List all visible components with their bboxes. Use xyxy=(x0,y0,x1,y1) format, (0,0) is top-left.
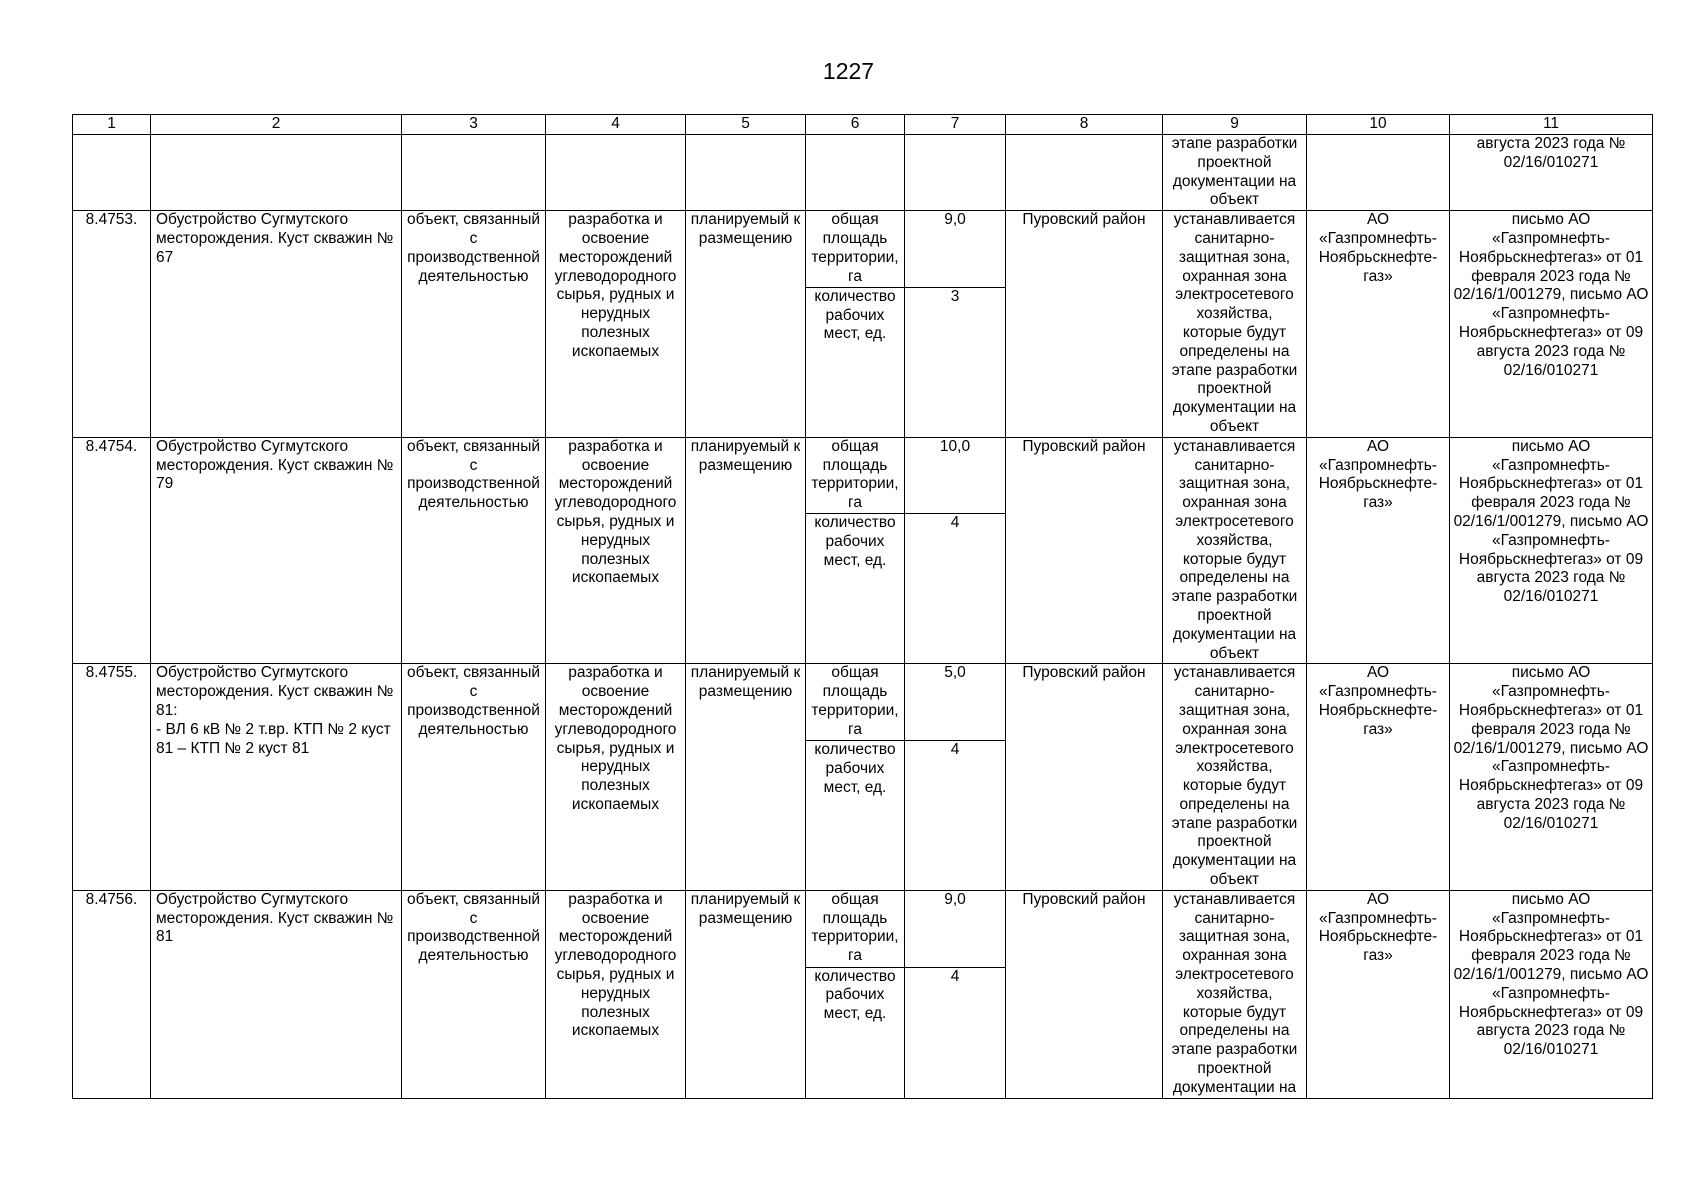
cell-characteristic: общая площадь территории, га xyxy=(806,890,905,967)
column-header: 2 xyxy=(151,115,402,135)
column-header: 7 xyxy=(905,115,1006,135)
cell-characteristic: общая площадь территории, га xyxy=(806,437,905,514)
cell-value: 9,0 xyxy=(905,890,1006,967)
cell-name-extra: - ВЛ 6 кВ № 2 т.вр. КТП № 2 куст 81 – КТП № 2 куст 81 xyxy=(156,720,391,757)
cell-status: планируемый к размещению xyxy=(686,890,806,1098)
cell-purpose: разработка и освоение месторождений углеводородного сырья, рудных и нерудных полезных ископаемых xyxy=(546,437,686,664)
column-header: 6 xyxy=(806,115,905,135)
column-header: 11 xyxy=(1450,115,1653,135)
cell-characteristic: количество рабочих мест, ед. xyxy=(806,967,905,1098)
continuation-row xyxy=(73,135,1653,211)
cell-location: Пуровский район xyxy=(1006,211,1163,438)
cell-location: Пуровский район xyxy=(1006,437,1163,664)
cell-zone: этапе разработки проектной документации на объект xyxy=(1163,135,1307,211)
cell-number: 8.4754. xyxy=(73,437,151,664)
cell-name: Обустройство Сугмутского месторождения. Куст скважин № 79 xyxy=(151,437,402,664)
cell-organization: АО «Газпромнефть-Ноябрьскнефте-газ» xyxy=(1307,890,1450,1098)
column-header: 10 xyxy=(1307,115,1450,135)
cell-number: 8.4755. xyxy=(73,664,151,891)
registry-table xyxy=(72,114,1653,1099)
cell-value: 4 xyxy=(905,740,1006,890)
table-row xyxy=(73,211,1653,288)
cell-type: объект, связанный с производственной деятельностью xyxy=(402,437,546,664)
cell-status: планируемый к размещению xyxy=(686,211,806,438)
cell-basis: письмо АО «Газпромнефть-Ноябрьскнефтегаз» от 01 февраля 2023 года № 02/16/1/001279, письмо АО «Газпромнефть-Ноябрьскнефтегаз» от 09 августа 2023 года № 02/16/010271 xyxy=(1450,437,1653,664)
column-header: 4 xyxy=(546,115,686,135)
cell-purpose: разработка и освоение месторождений углеводородного сырья, рудных и нерудных полезных ископаемых xyxy=(546,890,686,1098)
cell-number: 8.4756. xyxy=(73,890,151,1098)
cell-value: 4 xyxy=(905,514,1006,664)
column-header: 9 xyxy=(1163,115,1307,135)
cell-value: 5,0 xyxy=(905,664,1006,741)
cell-characteristic: количество рабочих мест, ед. xyxy=(806,287,905,437)
cell-zone: устанавливается санитарно-защитная зона, охранная зона электросетевого хозяйства, которые будут определены на этапе разработки проектной документации на объект xyxy=(1163,211,1307,438)
page-number: 1227 xyxy=(822,58,875,84)
cell-basis: письмо АО «Газпромнефть-Ноябрьскнефтегаз» от 01 февраля 2023 года № 02/16/1/001279, письмо АО «Газпромнефть-Ноябрьскнефтегаз» от 09 августа 2023 года № 02/16/010271 xyxy=(1450,211,1653,438)
table-row xyxy=(73,890,1653,967)
cell-value: 9,0 xyxy=(905,211,1006,288)
cell-status: планируемый к размещению xyxy=(686,664,806,891)
cell-organization: АО «Газпромнефть-Ноябрьскнефте-газ» xyxy=(1307,437,1450,664)
column-header: 1 xyxy=(73,115,151,135)
cell-characteristic: количество рабочих мест, ед. xyxy=(806,514,905,664)
cell-value: 4 xyxy=(905,967,1006,1098)
cell-basis: письмо АО «Газпромнефть-Ноябрьскнефтегаз» от 01 февраля 2023 года № 02/16/1/001279, письмо АО «Газпромнефть-Ноябрьскнефтегаз» от 09 августа 2023 года № 02/16/010271 xyxy=(1450,890,1653,1098)
cell-value: 10,0 xyxy=(905,437,1006,514)
cell-characteristic: количество рабочих мест, ед. xyxy=(806,740,905,890)
header-row xyxy=(73,115,1653,135)
cell-zone: устанавливается санитарно-защитная зона, охранная зона электросетевого хозяйства, которые будут определены на этапе разработки проектной документации на объект xyxy=(1163,437,1307,664)
column-header: 8 xyxy=(1006,115,1163,135)
cell-zone: устанавливается санитарно-защитная зона, охранная зона электросетевого хозяйства, которые будут определены на этапе разработки проектной документации на объект xyxy=(1163,664,1307,891)
cell-basis: августа 2023 года № 02/16/010271 xyxy=(1450,135,1653,211)
cell-zone: устанавливается санитарно-защитная зона, охранная зона электросетевого хозяйства, которые будут определены на этапе разработки проектной документации на xyxy=(1163,890,1307,1098)
table-row xyxy=(73,437,1653,514)
cell-type: объект, связанный с производственной деятельностью xyxy=(402,890,546,1098)
cell-characteristic: общая площадь территории, га xyxy=(806,664,905,741)
cell-type: объект, связанный с производственной деятельностью xyxy=(402,664,546,891)
cell-type: объект, связанный с производственной деятельностью xyxy=(402,211,546,438)
cell-status: планируемый к размещению xyxy=(686,437,806,664)
cell-name: Обустройство Сугмутского месторождения. Куст скважин № 81 xyxy=(151,890,402,1098)
table-row xyxy=(73,664,1653,741)
cell-location: Пуровский район xyxy=(1006,664,1163,891)
cell-number: 8.4753. xyxy=(73,211,151,438)
cell-location: Пуровский район xyxy=(1006,890,1163,1098)
cell-name-main: Обустройство Сугмутского месторождения. Куст скважин № 81: xyxy=(156,664,394,719)
cell-basis: письмо АО «Газпромнефть-Ноябрьскнефтегаз» от 01 февраля 2023 года № 02/16/1/001279, письмо АО «Газпромнефть-Ноябрьскнефтегаз» от 09 августа 2023 года № 02/16/010271 xyxy=(1450,664,1653,891)
cell-organization: АО «Газпромнефть-Ноябрьскнефте-газ» xyxy=(1307,664,1450,891)
column-header: 5 xyxy=(686,115,806,135)
cell-organization: АО «Газпромнефть-Ноябрьскнефте-газ» xyxy=(1307,211,1450,438)
cell-characteristic: общая площадь территории, га xyxy=(806,211,905,288)
cell-name xyxy=(151,664,402,891)
column-header: 3 xyxy=(402,115,546,135)
cell-value: 3 xyxy=(905,287,1006,437)
cell-purpose: разработка и освоение месторождений углеводородного сырья, рудных и нерудных полезных ископаемых xyxy=(546,664,686,891)
cell-name: Обустройство Сугмутского месторождения. Куст скважин № 67 xyxy=(151,211,402,438)
cell-purpose: разработка и освоение месторождений углеводородного сырья, рудных и нерудных полезных ископаемых xyxy=(546,211,686,438)
